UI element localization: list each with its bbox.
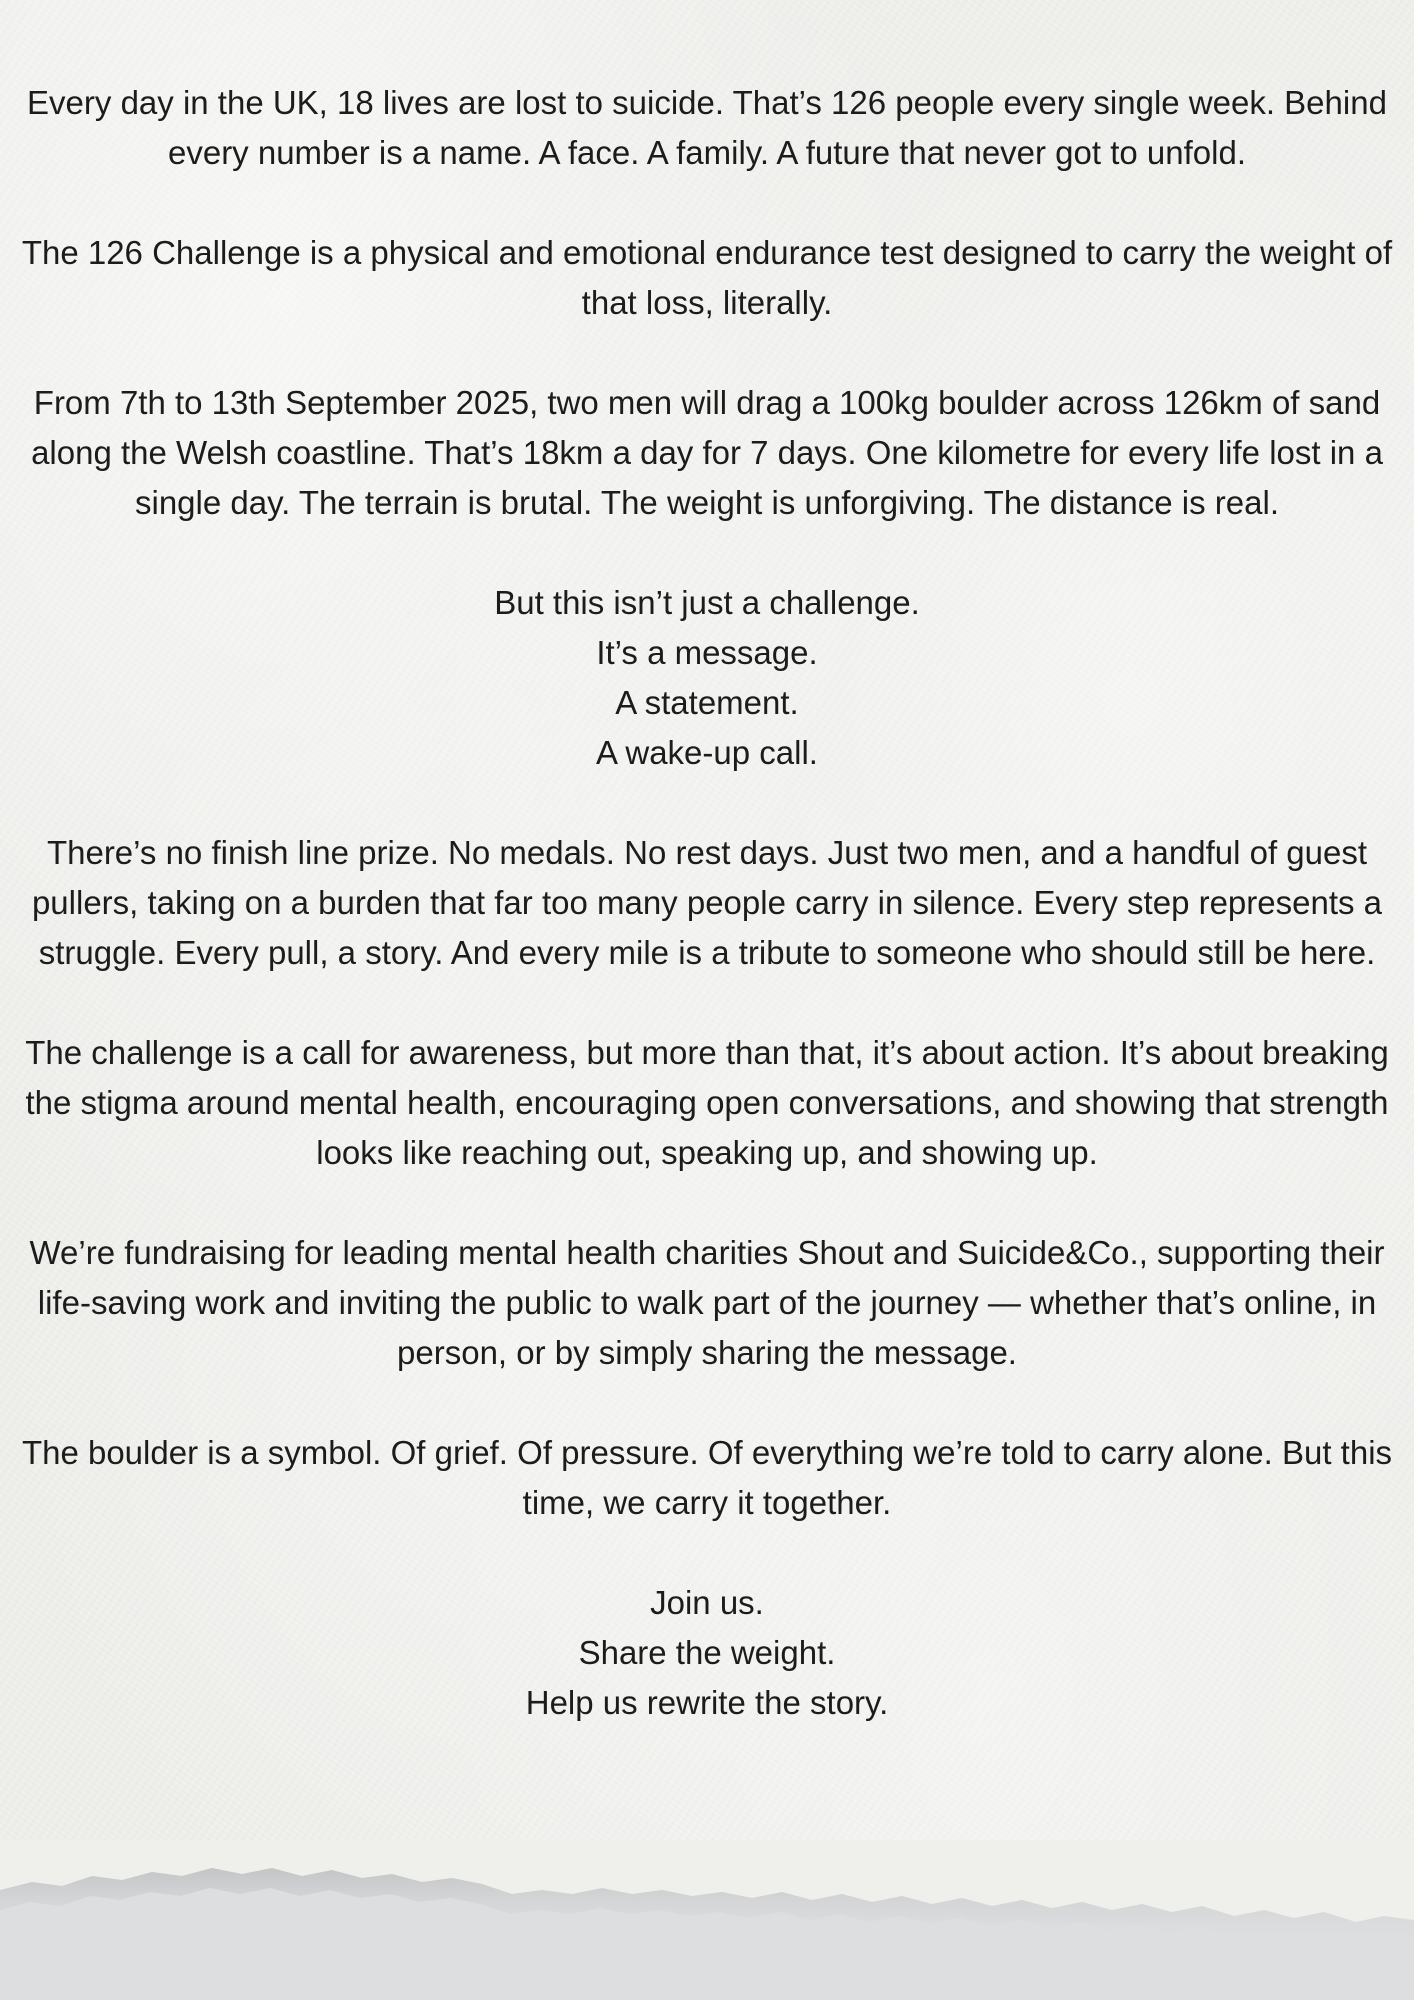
stanza-call-to-action	[14, 1578, 1400, 1728]
stanza-line: It’s a message.	[596, 634, 818, 671]
paragraph-event-details: From 7th to 13th September 2025, two men will drag a 100kg boulder across 126km of sand along the Welsh coastline. That’s 18km a day for 7 days. One kilometre for every life lost in a single day. The terrain is brutal. The weight is unforgiving. The distance is real.	[31, 384, 1383, 521]
stanza-line: A wake-up call.	[596, 734, 818, 771]
cta-line: Join us.	[650, 1584, 764, 1621]
cta-line: Help us rewrite the story.	[525, 1684, 889, 1721]
paragraph-boulder-symbol: The boulder is a symbol. Of grief. Of pressure. Of everything we’re told to carry alone. But this time, we carry it together.	[21, 1434, 1393, 1521]
torn-paper-edge	[0, 1840, 1414, 2000]
paragraph-intro: Every day in the UK, 18 lives are lost to suicide. That’s 126 people every single week. Behind every number is a name. A face. A family. A future that never got to unfold.	[27, 84, 1387, 171]
paragraph-challenge-description: The 126 Challenge is a physical and emotional endurance test designed to carry the weight of that loss, literally.	[21, 234, 1393, 321]
paragraph-no-prize: There’s no finish line prize. No medals. No rest days. Just two men, and a handful of guest pullers, taking on a burden that far too many people carry in silence. Every step represents a struggle. Every pull, a story. And every mile is a tribute to someone who should still be here.	[31, 834, 1383, 971]
paragraph-fundraising: We’re fundraising for leading mental health charities Shout and Suicide&Co., supporting their life-saving work and inviting the public to walk part of the journey — whether that’s online, in person, or by simply sharing the message.	[29, 1234, 1385, 1371]
paragraph-awareness: The challenge is a call for awareness, but more than that, it’s about action. It’s about breaking the stigma around mental health, encouraging open conversations, and showing that strength looks like reaching out, speaking up, and showing up.	[25, 1034, 1389, 1171]
stanza-line: A statement.	[615, 684, 799, 721]
document-body	[0, 78, 1414, 1778]
cta-line: Share the weight.	[578, 1634, 836, 1671]
stanza-line: But this isn’t just a challenge.	[494, 584, 920, 621]
stanza-message	[14, 578, 1400, 778]
